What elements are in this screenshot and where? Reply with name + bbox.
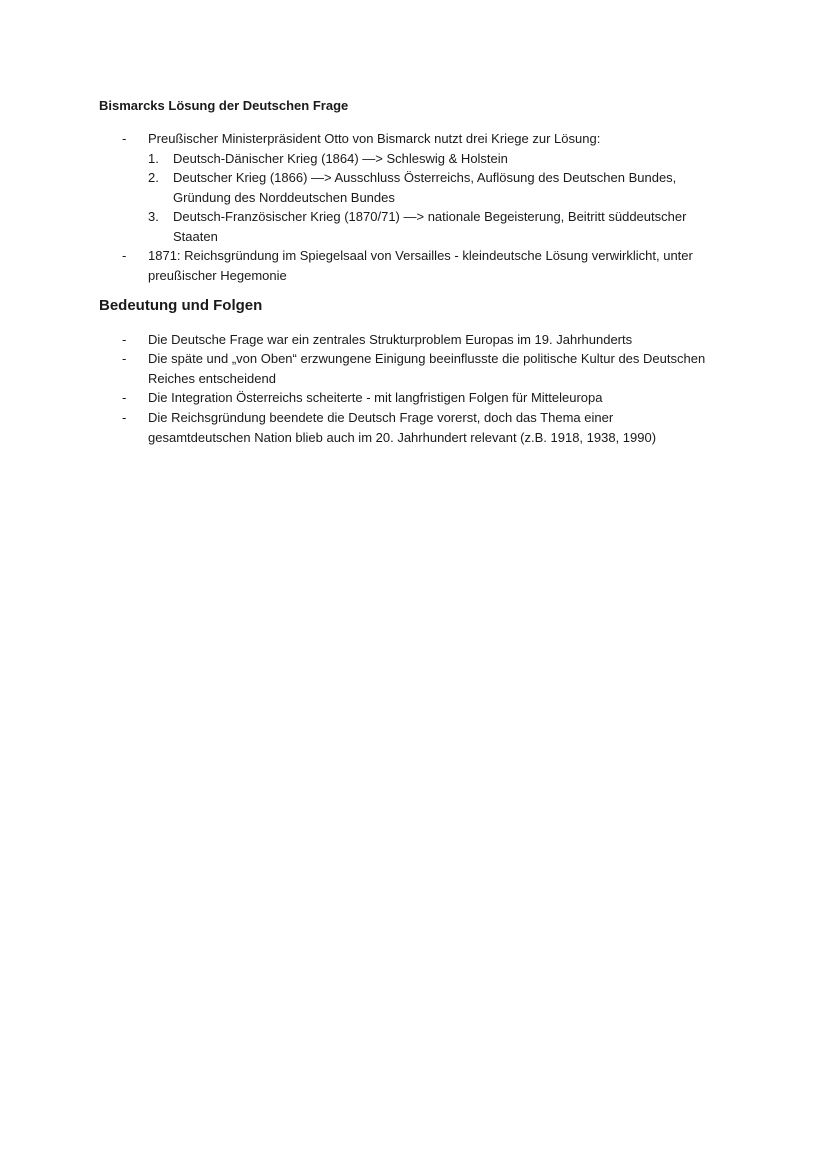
list-item-text: Deutscher Krieg (1866) —> Ausschluss Österreichs, Auflösung des Deutschen Bundes,	[173, 170, 677, 185]
bullet-text: preußischer Hegemonie	[148, 268, 287, 283]
section-title-bismarck: Bismarcks Lösung der Deutschen Frage	[99, 98, 349, 113]
list-number: 1.	[148, 151, 159, 166]
bullet-text: gesamtdeutschen Nation blieb auch im 20. Jahrhundert relevant (z.B. 1918, 1938, 1990)	[148, 430, 657, 445]
bullet-text: Die Reichsgründung beendete die Deutsch Frage vorerst, doch das Thema einer	[148, 410, 614, 425]
bullet-text: Reiches entscheidend	[148, 371, 276, 386]
list-item-text: Deutsch-Dänischer Krieg (1864) —> Schleswig & Holstein	[173, 151, 508, 166]
bullet-marker: -	[122, 410, 127, 425]
list-number: 3.	[148, 209, 159, 224]
list-item-text: Gründung des Norddeutschen Bundes	[173, 190, 395, 205]
bullet-marker: -	[122, 248, 127, 263]
bullet-marker: -	[122, 351, 127, 366]
list-number: 2.	[148, 170, 159, 185]
list-item-text: Staaten	[173, 229, 218, 244]
bullet-marker: -	[122, 131, 127, 146]
bullet-text: Die späte und „von Oben“ erzwungene Einigung beeinflusste die politische Kultur des Deutschen	[148, 351, 706, 366]
bullet-text: Die Deutsche Frage war ein zentrales Strukturproblem Europas im 19. Jahrhunderts	[148, 332, 633, 347]
bullet-marker: -	[122, 332, 127, 347]
bullet-text: Die Integration Österreichs scheiterte - mit langfristigen Folgen für Mitteleuropa	[148, 390, 603, 405]
list-item-text: Deutsch-Französischer Krieg (1870/71) —> nationale Begeisterung, Beitritt süddeutscher	[173, 209, 687, 224]
bullet-text: 1871: Reichsgründung im Spiegelsaal von Versailles - kleindeutsche Lösung verwirklicht, unter	[148, 248, 693, 263]
bullet-text: Preußischer Ministerpräsident Otto von Bismarck nutzt drei Kriege zur Lösung:	[148, 131, 601, 146]
bullet-marker: -	[122, 390, 127, 405]
section-title-bedeutung: Bedeutung und Folgen	[99, 297, 263, 314]
